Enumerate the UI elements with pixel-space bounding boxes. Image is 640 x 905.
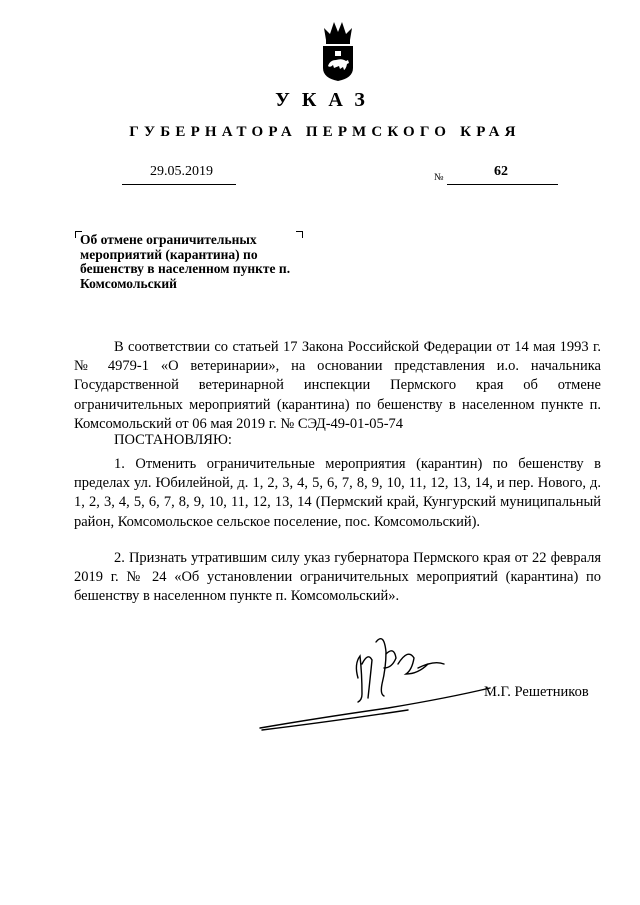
decree-word: ПОСТАНОВЛЯЮ:	[114, 432, 232, 448]
document-subtitle: ГУБЕРНАТОРА ПЕРМСКОГО КРАЯ	[129, 124, 521, 140]
coat-of-arms-icon	[318, 18, 358, 82]
item-2-paragraph: 2. Признать утратившим силу указ губернатора Пермского края от 22 февраля 2019 г. № 24 «Об установлении ограничительных мероприятий (карантина) по бешенству в населенном пункте п. Комсомольский».	[74, 550, 601, 605]
document-date: 29.05.2019	[150, 164, 213, 179]
signature-icon	[258, 634, 493, 744]
number-underline	[447, 184, 558, 185]
date-underline	[122, 184, 236, 185]
document-number: 62	[494, 164, 508, 179]
signer-name: М.Г. Решетников	[484, 684, 589, 700]
item-1-paragraph: 1. Отменить ограничительные мероприятия (карантин) по бешенству в пределах ул. Юбилейной, д. 1, 2, 3, 4, 5, 6, 7, 8, 9, 10, 11, 12, 13, 14, и пер. Нового, д. 1, 2, 3, 4, 5, 6, 7, 8, 9, 10, 11, 12, 13, 14 (Пермский край, Кунгурский муниципальный район, Комсомольское сельское поселение, пос. Комсомольский).	[74, 456, 601, 530]
document-title: УКАЗ	[275, 89, 377, 111]
number-sign: №	[434, 172, 444, 183]
document-heading: Об отмене ограничительных мероприятий (карантина) по бешенству в населенном пункте п. Комсомольский	[80, 232, 291, 291]
preamble-paragraph: В соответствии со статьей 17 Закона Российской Федерации от 14 мая 1993 г. № 4979-1 «О ветеринарии», на основании представления и.о. начальника Государственной ветеринарной инспекции Пермского края об отмене ограничительных мероприятий (карантина) по бешенству в населенном пункте п. Комсомольский от 06 мая 2019 г. № СЭД-49-01-05-74	[74, 339, 601, 432]
